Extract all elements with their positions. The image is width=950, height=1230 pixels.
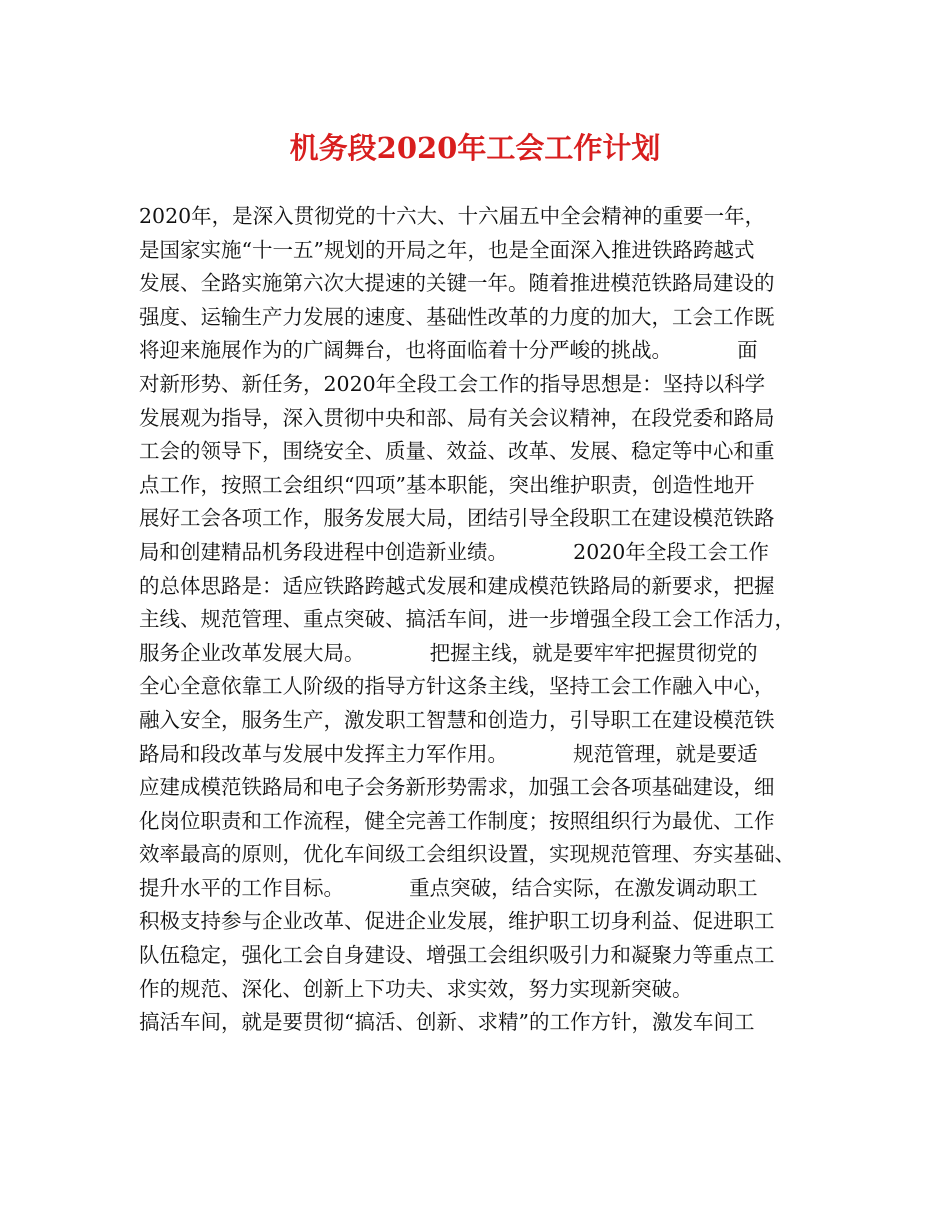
body-line: 路局和段改革与发展中发挥主力军作用。 规范管理，就是要适 <box>139 741 758 766</box>
body-line: 强度、运输生产力发展的速度、基础性改革的力度的加大，工会工作既 <box>139 304 775 329</box>
body-line: 是国家实施“十一五”规划的开局之年，也是全面深入推进铁路跨越式 <box>139 237 755 262</box>
body-line: 主线、规范管理、重点突破、搞活车间，进一步增强全段工会工作活力， <box>139 607 795 632</box>
body-line: 服务企业改革发展大局。 把握主线，就是要牢牢把握贯彻党的 <box>139 640 758 665</box>
document-body <box>139 200 819 1040</box>
body-line: 搞活车间，就是要贯彻“搞活、创新、求精”的工作方针，激发车间工 <box>139 1010 755 1035</box>
body-line: 的总体思路是：适应铁路跨越式发展和建成模范铁路局的新要求，把握 <box>139 573 775 598</box>
body-line: 化岗位职责和工作流程，健全完善工作制度；按照组织行为最优、工作 <box>139 808 775 833</box>
body-line: 局和创建精品机务段进程中创造新业绩。 2020年全段工会工作 <box>139 539 769 564</box>
body-line: 应建成模范铁路局和电子会务新形势需求，加强工会各项基础建设，细 <box>139 775 775 800</box>
body-line: 发展、全路实施第六次大提速的关键一年。随着推进模范铁路局建设的 <box>139 271 775 296</box>
body-line: 提升水平的工作目标。 重点突破，结合实际，在激发调动职工 <box>139 875 758 900</box>
document-title: 机务段2020年工会工作计划 <box>289 131 661 165</box>
body-line: 全心全意依靠工人阶级的指导方针这条主线，坚持工会工作融入中心， <box>139 674 775 699</box>
body-line: 将迎来施展作为的广阔舞台，也将面临着十分严峻的挑战。 面 <box>139 338 758 363</box>
body-line: 积极支持参与企业改革、促进企业发展，维护职工切身利益、促进职工 <box>139 909 775 934</box>
body-line: 展好工会各项工作，服务发展大局，团结引导全段职工在建设模范铁路 <box>139 506 775 531</box>
body-line: 融入安全，服务生产，激发职工智慧和创造力，引导职工在建设模范铁 <box>139 707 775 732</box>
body-line: 2020年，是深入贯彻党的十六大、十六届五中全会精神的重要一年， <box>139 204 766 228</box>
body-line: 发展观为指导，深入贯彻中央和部、局有关会议精神，在段党委和路局 <box>139 405 775 430</box>
body-line: 效率最高的原则，优化车间级工会组织设置，实现规范管理、夯实基础、 <box>139 842 795 867</box>
body-line: 工会的领导下，围绕安全、质量、效益、改革、发展、稳定等中心和重 <box>139 439 775 464</box>
body-line: 作的规范、深化、创新上下功夫、求实效，努力实现新突破。 <box>139 976 693 1001</box>
body-line: 点工作，按照工会组织“四项”基本职能，突出维护职责，创造性地开 <box>139 472 755 497</box>
body-line: 对新形势、新任务，2020年全段工会工作的指导思想是：坚持以科学 <box>139 371 766 396</box>
body-line: 队伍稳定，强化工会自身建设、增强工会组织吸引力和凝聚力等重点工 <box>139 943 775 968</box>
